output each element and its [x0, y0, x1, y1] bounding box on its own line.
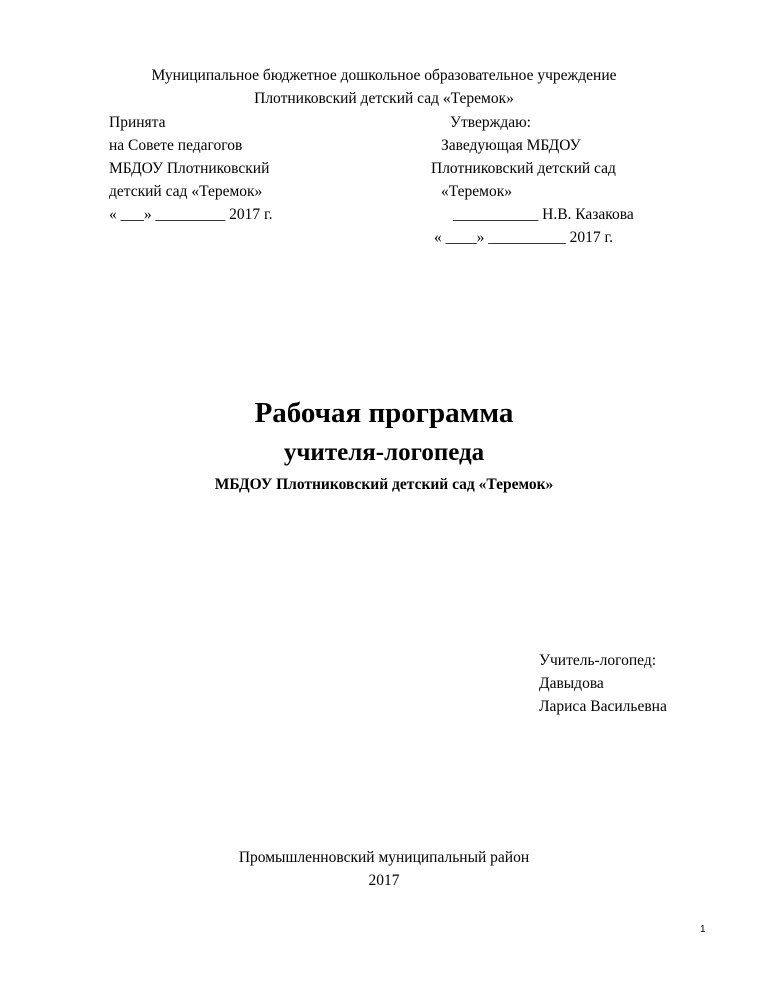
district-name: Промышленновский муниципальный район [238, 849, 530, 866]
accepted-date: « ___» _________ 2017 г. [109, 206, 273, 223]
accepted-org-name: детский сад «Теремок» [109, 183, 263, 200]
institution-name-line1: Муниципальное бюджетное дошкольное образовательное учреждение [151, 67, 617, 84]
page-number: 1 [700, 924, 706, 935]
approved-label: Утверждаю: [450, 114, 531, 131]
author-surname: Давыдова [539, 675, 604, 692]
author-name: Лариса Васильевна [539, 698, 667, 715]
accepted-org: МБДОУ Плотниковский [109, 160, 270, 177]
approved-org: Плотниковский детский сад [431, 160, 616, 177]
accepted-council: на Совете педагогов [109, 137, 243, 154]
year: 2017 [368, 872, 400, 889]
author-role: Учитель-логопед: [539, 652, 657, 669]
institution-name-line2: Плотниковский детский сад «Теремок» [254, 90, 514, 107]
document-org: МБДОУ Плотниковский детский сад «Теремок» [214, 476, 554, 493]
accepted-label: Принята [109, 114, 166, 131]
approved-position: Заведующая МБДОУ [441, 137, 581, 154]
document-subtitle: учителя-логопеда [283, 439, 485, 466]
approved-signature: ___________ Н.В. Казакова [453, 206, 634, 223]
document-title: Рабочая программа [254, 397, 514, 429]
approved-org-name: «Теремок» [441, 183, 512, 200]
approved-date: « ____» __________ 2017 г. [434, 229, 613, 246]
